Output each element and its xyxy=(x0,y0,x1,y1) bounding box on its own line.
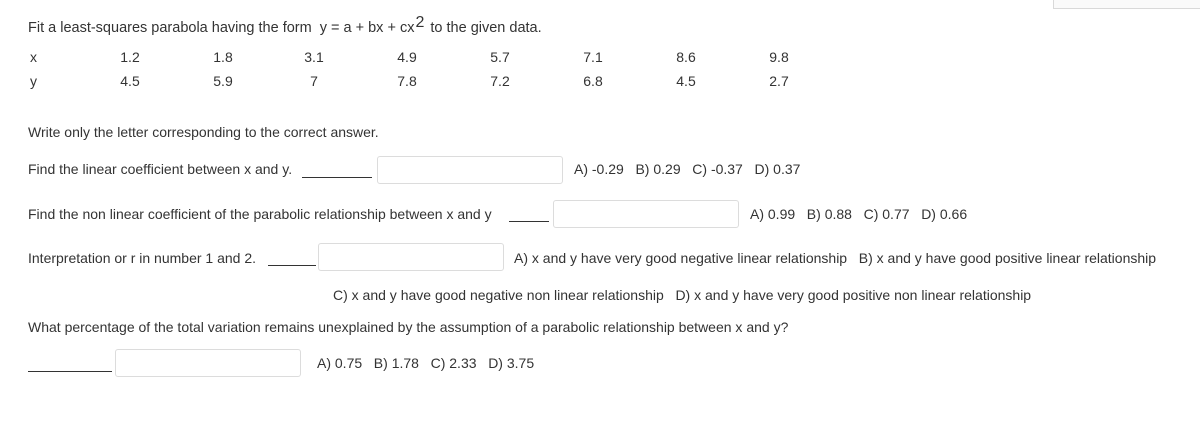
y-value: 6.8 xyxy=(583,73,603,89)
q4-options: A) 0.75 B) 1.78 C) 2.33 D) 3.75 xyxy=(317,355,535,371)
x-row-label: x xyxy=(30,49,37,65)
q4-answer-input[interactable] xyxy=(115,349,301,377)
q3-options-line1: A) x and y have very good negative linear relationship B) x and y have good positive linear relationship xyxy=(514,250,1157,266)
q3-answer-blank xyxy=(268,265,316,266)
y-row-label: y xyxy=(30,73,37,89)
title-prefix: Fit a least-squares parabola having the form xyxy=(28,20,312,36)
q3-answer-input[interactable] xyxy=(318,243,504,271)
q3-options-line2: C) x and y have good negative non linear relationship D) x and y have very good positive non linear relationship xyxy=(333,287,1032,303)
q2-prompt: Find the non linear coefficient of the parabolic relationship between x and y xyxy=(28,206,492,222)
x-value: 4.9 xyxy=(397,49,417,65)
y-value: 4.5 xyxy=(120,73,140,89)
q2-answer-input[interactable] xyxy=(553,200,739,228)
x-value: 9.8 xyxy=(769,49,789,65)
q4-prompt: What percentage of the total variation remains unexplained by the assumption of a parabolic relationship between x and y? xyxy=(28,319,789,335)
title-suffix: to the given data. xyxy=(430,20,542,36)
problem-title xyxy=(28,14,542,36)
y-value: 4.5 xyxy=(676,73,696,89)
y-value: 7.8 xyxy=(397,73,417,89)
q1-answer-input[interactable] xyxy=(377,156,563,184)
q1-prompt: Find the linear coefficient between x and y. xyxy=(28,161,293,177)
x-value: 8.6 xyxy=(676,49,696,65)
q2-answer-blank xyxy=(509,221,549,222)
q3-prompt: Interpretation or r in number 1 and 2. xyxy=(28,250,257,266)
x-value: 3.1 xyxy=(304,49,324,65)
top-right-panel xyxy=(1053,0,1200,9)
y-value: 7.2 xyxy=(490,73,510,89)
instruction-text: Write only the letter corresponding to the correct answer. xyxy=(28,124,379,140)
q4-answer-blank xyxy=(28,371,112,372)
y-value: 2.7 xyxy=(769,73,789,89)
q2-options: A) 0.99 B) 0.88 C) 0.77 D) 0.66 xyxy=(750,206,968,222)
x-value: 1.8 xyxy=(213,49,233,65)
title-exponent: 2 xyxy=(415,14,425,31)
q1-options: A) -0.29 B) 0.29 C) -0.37 D) 0.37 xyxy=(574,161,801,177)
y-value: 7 xyxy=(310,73,318,89)
title-formula: y = a + bx + $cx^2$ xyxy=(319,14,425,36)
q1-answer-blank xyxy=(302,177,372,178)
y-value: 5.9 xyxy=(213,73,233,89)
x-value: 5.7 xyxy=(490,49,510,65)
x-value: 1.2 xyxy=(120,49,140,65)
x-value: 7.1 xyxy=(583,49,603,65)
